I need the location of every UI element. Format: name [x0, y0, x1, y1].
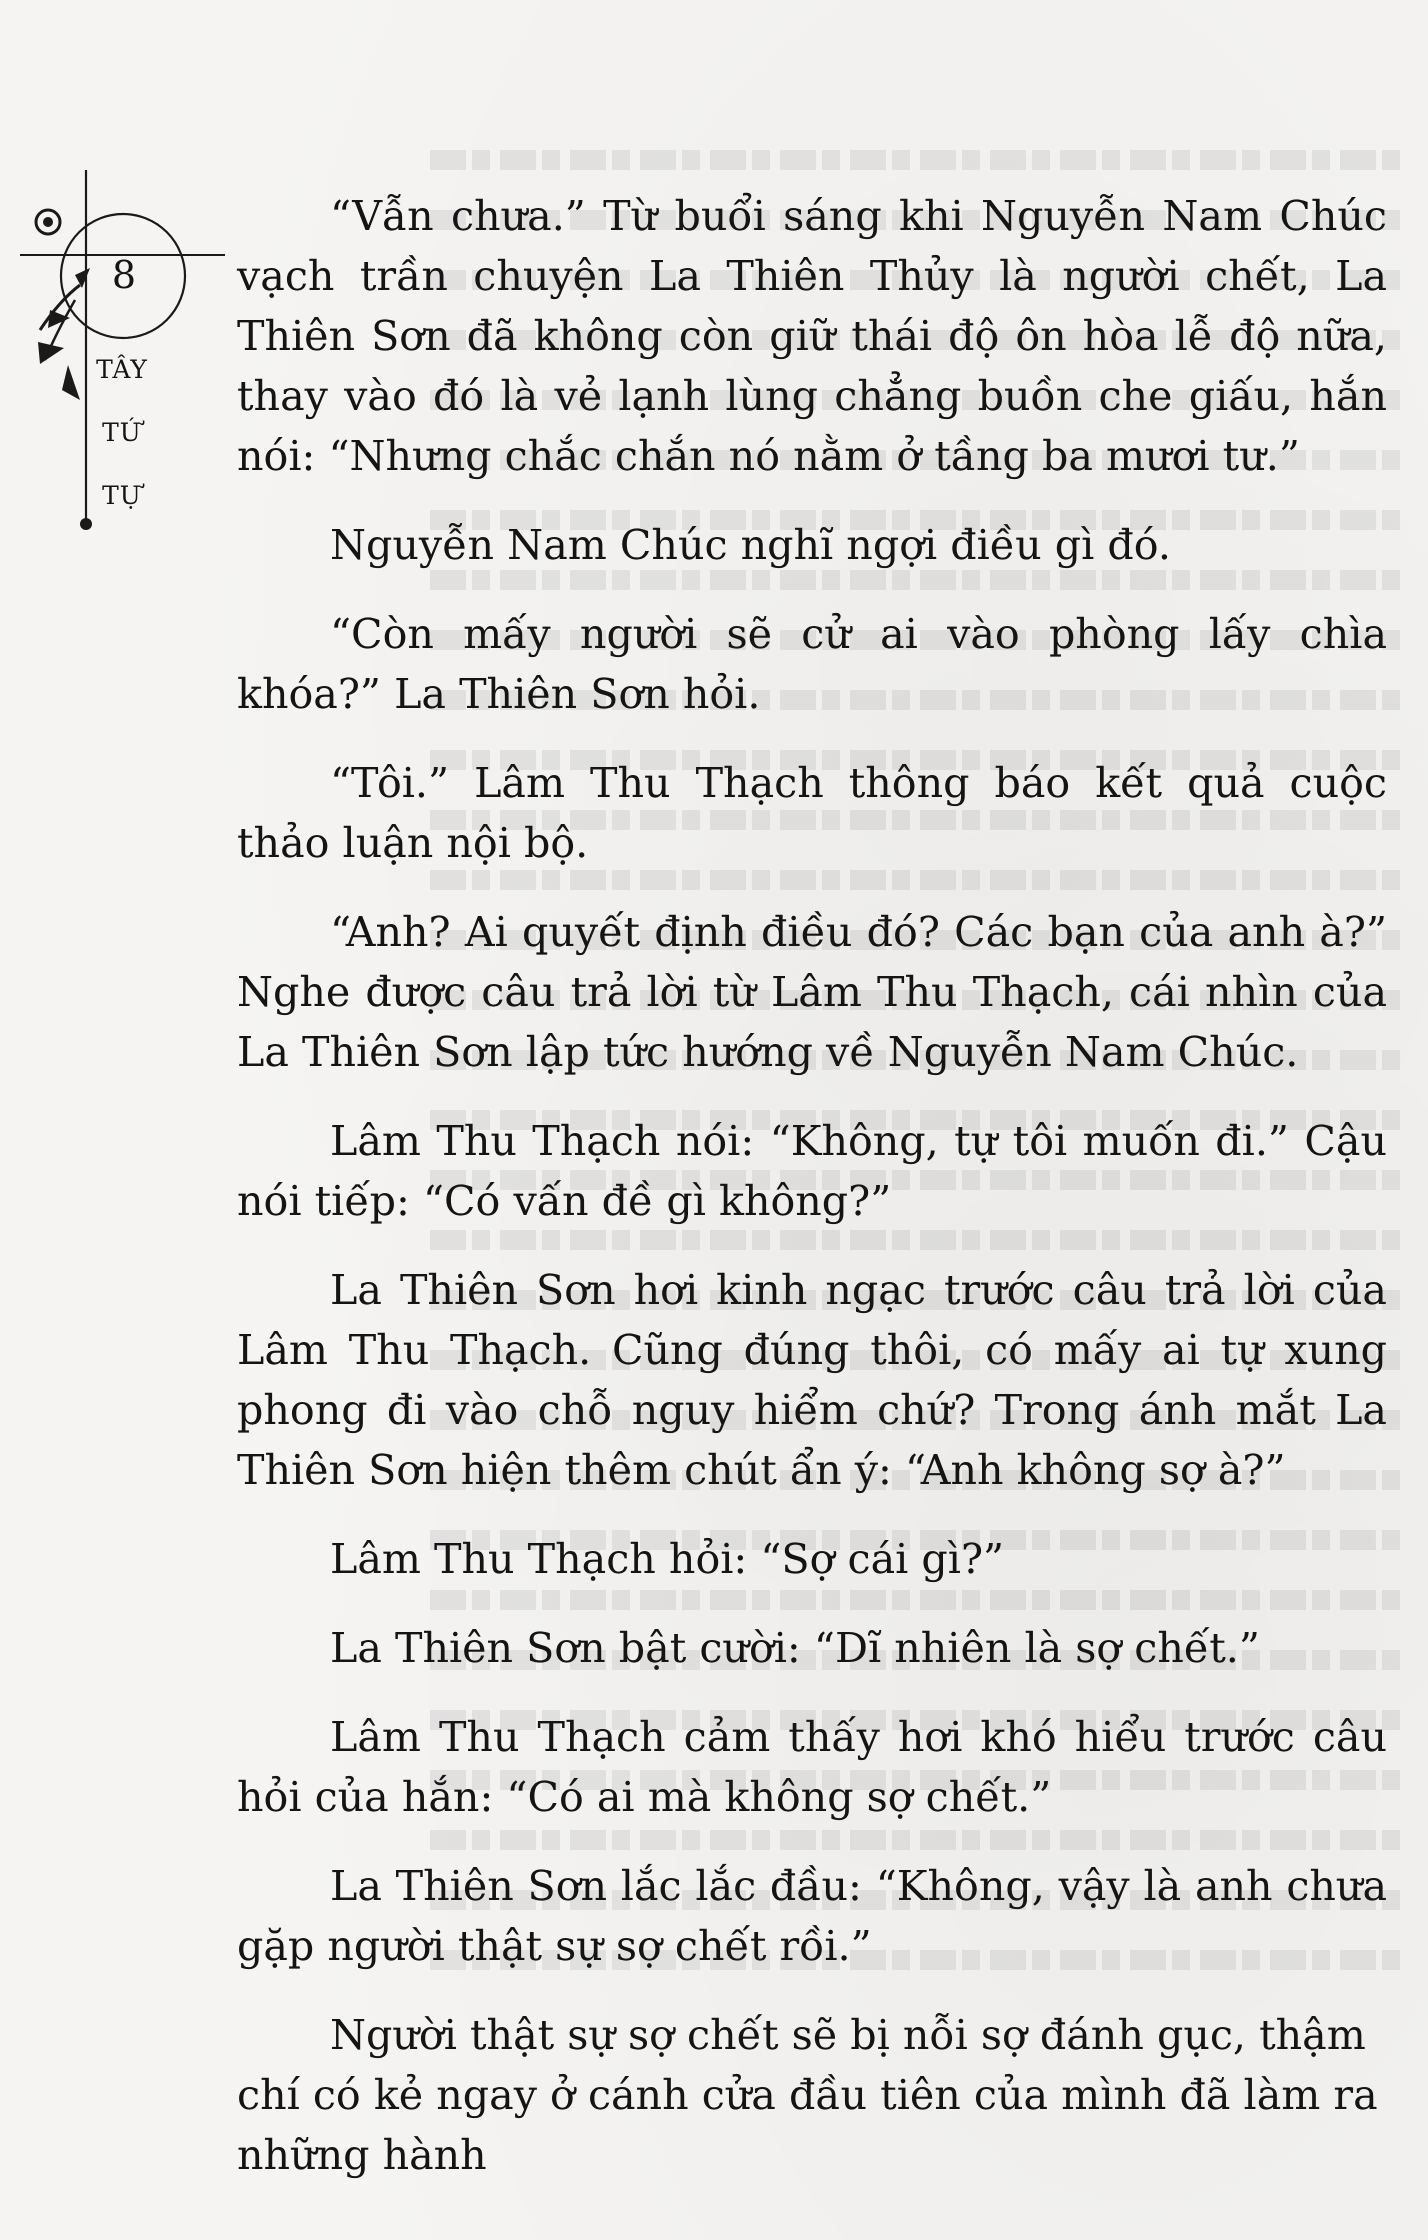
- paragraph: “Vẫn chưa.” Từ buổi sáng khi Nguyễn Nam Chúc vạch trần chuyện La Thiên Thủy là người chết, La Thiên Sơn đã không còn giữ thái độ ôn hòa lễ độ nữa, thay vào đó là vẻ lạnh lùng chẳng buồn che giấu, hắn nói: “Nhưng chắc chắn nó nằm ở tầng ba mươi tư.”: [237, 192, 1387, 480]
- paragraph: La Thiên Sơn lắc lắc đầu: “Không, vậy là anh chưa gặp người thật sự sợ chết rồi.”: [237, 1862, 1387, 1970]
- chapter-ornament: [20, 160, 240, 540]
- paragraph: “Anh? Ai quyết định điều đó? Các bạn của anh à?” Nghe được câu trả lời từ Lâm Thu Thạch, cái nhìn của La Thiên Sơn lập tức hướng về Nguyễn Nam Chúc.: [237, 908, 1387, 1076]
- paragraph: La Thiên Sơn hơi kinh ngạc trước câu trả lời của Lâm Thu Thạch. Cũng đúng thôi, có mấy ai tự xung phong đi vào chỗ nguy hiểm chứ? Trong ánh mắt La Thiên Sơn hiện thêm chút ẩn ý: “Anh không sợ à?”: [237, 1266, 1387, 1494]
- series-title-line: TỨ: [102, 418, 142, 447]
- paragraph: La Thiên Sơn bật cười: “Dĩ nhiên là sợ chết.”: [330, 1624, 1260, 1672]
- paragraph: Người thật sự sợ chết sẽ bị nỗi sợ đánh gục, thậm chí có kẻ ngay ở cánh cửa đầu tiên của mình đã làm ra những hành: [237, 2011, 1378, 2179]
- paragraph: Nguyễn Nam Chúc nghĩ ngợi điều gì đó.: [330, 521, 1171, 569]
- body-text: [237, 186, 1387, 2214]
- series-title-line: TÂY: [96, 355, 148, 384]
- series-title: [87, 338, 157, 527]
- page-number: 8: [111, 253, 137, 297]
- paragraph: “Tôi.” Lâm Thu Thạch thông báo kết quả cuộc thảo luận nội bộ.: [237, 759, 1387, 867]
- paragraph: “Còn mấy người sẽ cử ai vào phòng lấy chìa khóa?” La Thiên Sơn hỏi.: [237, 610, 1387, 718]
- paragraph: Lâm Thu Thạch nói: “Không, tự tôi muốn đi.” Cậu nói tiếp: “Có vấn đề gì không?”: [237, 1117, 1387, 1225]
- series-title-line: TỰ: [102, 481, 142, 510]
- paragraph: Lâm Thu Thạch hỏi: “Sợ cái gì?”: [330, 1535, 1005, 1583]
- paragraph: Lâm Thu Thạch cảm thấy hơi khó hiểu trước câu hỏi của hắn: “Có ai mà không sợ chết.”: [237, 1713, 1387, 1821]
